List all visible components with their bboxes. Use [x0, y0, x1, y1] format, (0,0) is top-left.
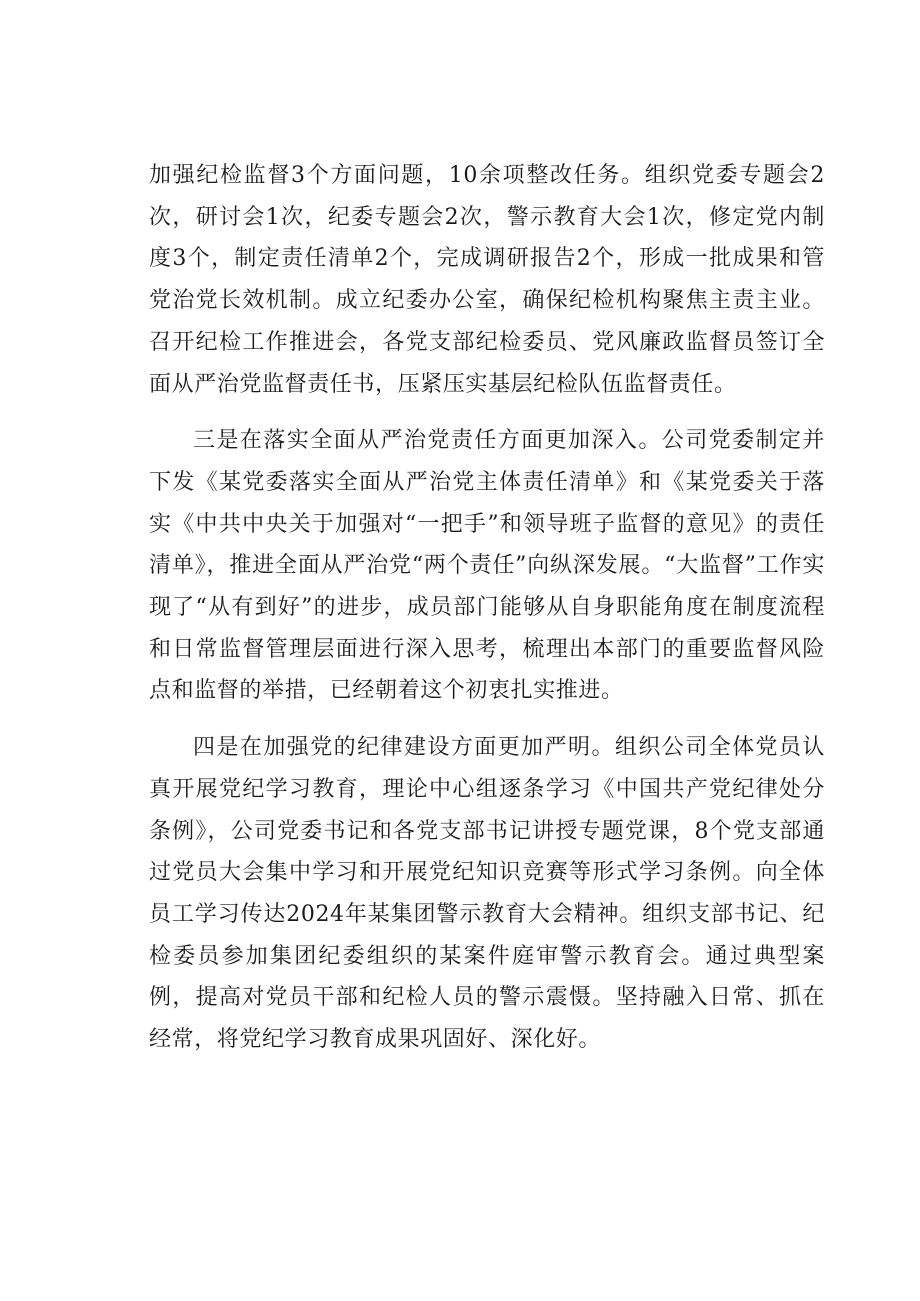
paragraph-section-four: 四是在加强党的纪律建设方面更加严明。组织公司全体党员认真开展党纪学习教育，理论中心组逐条学习《中国共产党纪律处分条例》，公司党委书记和各党支部书记讲授专题党课，8个党支部通过党员大会集中学习和开展党纪知识竞赛等形式学习条例。向全体员工学习传达2024年某集团警示教育大会精神。组织支部书记、纪检委员参加集团纪委组织的某案件庭审警示教育会。通过典型案例，提高对党员干部和纪检人员的警示震慑。坚持融入日常、抓在经常，将党纪学习教育成果巩固好、深化好。: [149, 735, 825, 1053]
paragraph-section-three: 三是在落实全面从严治党责任方面更加深入。公司党委制定并下发《某党委落实全面从严治党主体责任清单》和《某党委关于落实《中共中央关于加强对“一把手”和领导班子监督的意见》的责任清单》，推进全面从严治党“两个责任”向纵深发展。“大监督”工作实现了“从有到好”的进步，成员部门能够从自身职能角度在制度流程和日常监督管理层面进行深入思考，梳理出本部门的重要监督风险点和监督的举措，已经朝着这个初衷扎实推进。: [149, 428, 825, 704]
document-body: [149, 155, 825, 1061]
paragraph-continued: 加强纪检监督3个方面问题，10余项整改任务。组织党委专题会2次，研讨会1次，纪委专题会2次，警示教育大会1次，修定党内制度3个，制定责任清单2个，完成调研报告2个，形成一批成果和管党治党长效机制。成立纪委办公室，确保纪检机构聚焦主责主业。召开纪检工作推进会，各党支部纪检委员、党风廉政监督员签订全面从严治党监督责任书，压紧压实基层纪检队伍监督责任。: [149, 163, 825, 397]
